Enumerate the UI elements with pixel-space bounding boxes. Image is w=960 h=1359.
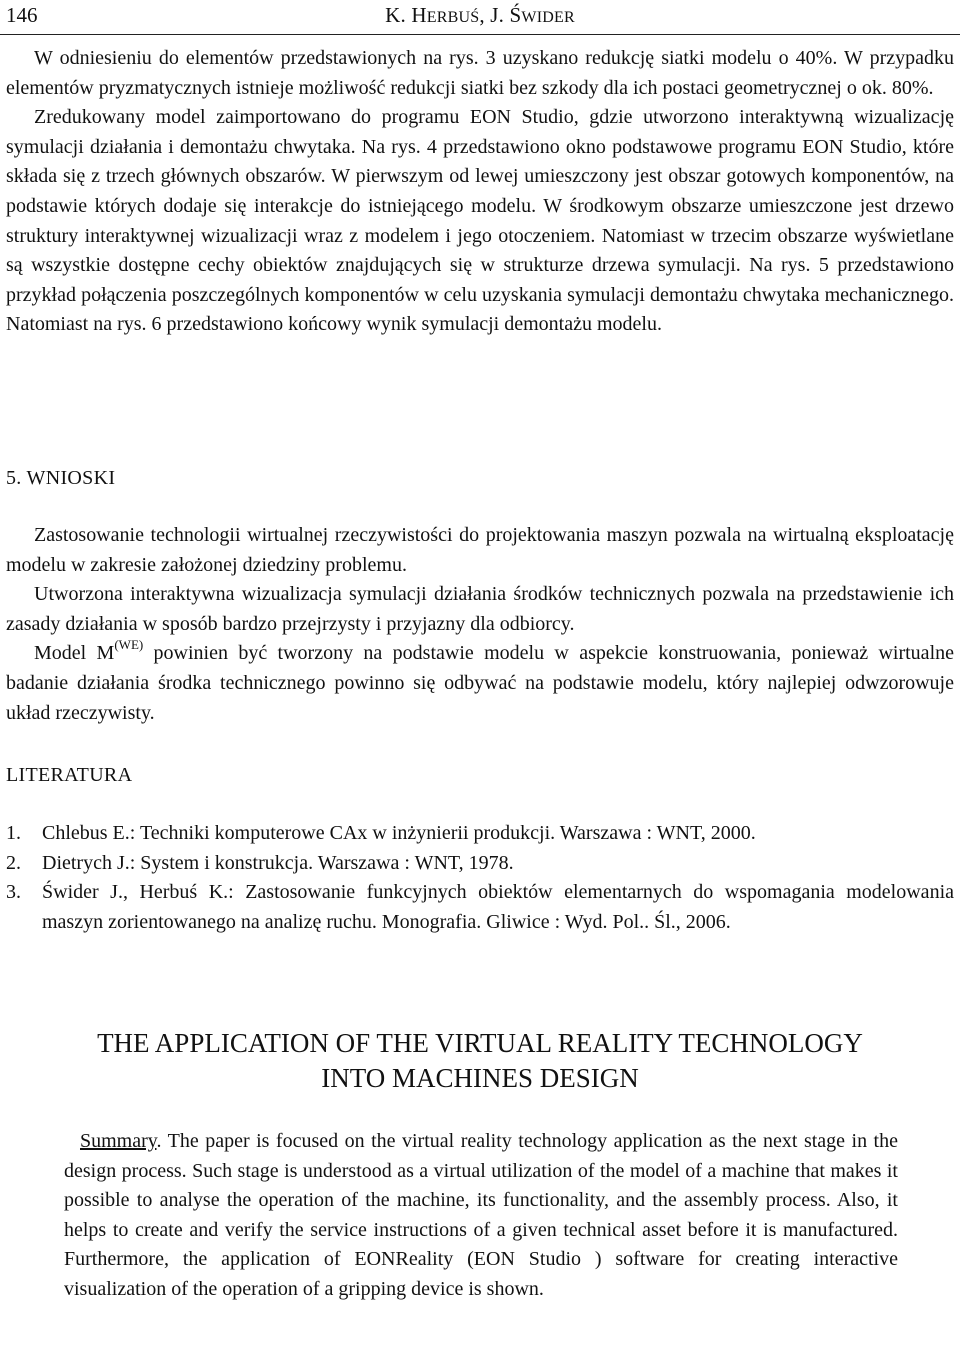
conclusion-paragraph-3 <box>6 636 954 728</box>
reference-item <box>6 878 954 937</box>
reference-number: 2. <box>6 851 21 874</box>
conclusion-model-continuation: powinien być tworzony na podstawie modelu w aspekcie konstruowania, ponieważ wirtualne badanie działania środka technicznego powinno się odbywać na podstawie modelu, który najlepiej odwzorowuje układ rzeczywisty. <box>6 642 954 724</box>
body-text <box>6 44 954 340</box>
page-header <box>0 0 960 35</box>
running-head-author1-rest: ERBUŚ <box>426 9 480 26</box>
reference-item <box>6 849 954 879</box>
running-head-separator: , J. Ś <box>479 3 522 27</box>
running-head <box>0 3 960 28</box>
english-title <box>0 1026 960 1096</box>
summary-label: Summary <box>80 1130 157 1152</box>
running-head-author2-rest: WIDER <box>521 9 575 26</box>
reference-text: Chlebus E.: Techniki komputerowe CAx w inżynierii produkcji. Warszawa : WNT, 2000. <box>42 822 756 844</box>
section-heading-conclusions: 5. WNIOSKI <box>6 467 116 489</box>
reference-number: 3. <box>6 881 21 904</box>
reference-text: Świder J., Herbuś K.: Zastosowanie funkcyjnych obiektów elementarnych do wspomagania modelowania maszyn zorientowanego na analizę ruchu. Monografia. Gliwice : Wyd. Pol.. Śl., 2006. <box>42 881 954 933</box>
reference-number: 1. <box>6 822 21 844</box>
reference-text: Dietrych J.: System i konstrukcja. Warszawa : WNT, 1978. <box>42 851 514 874</box>
summary-text: . The paper is focused on the virtual reality technology application as the next stage in the design process. Such stage is understood as a virtual utilization of the model of a machine that makes it possible to analyse the operation of the machine, its functionality, and the assembly process. Also, it helps to create and verify the service instructions of a given technical asset before it is manufactured. Furthermore, the application of EONReality (EON Studio ) software for creating interactive visualization of the operation of a gripping device is shown. <box>64 1130 898 1300</box>
paragraph-eon-studio: Zredukowany model zaimportowano do programu EON Studio, gdzie utworzono interaktywną wizualizację symulacji działania i demontażu chwytaka. Na rys. 4 przedstawiono okno podstawowe programu EON Studio, które składa się z trzech głównych obszarów. W pierwszym od lewej umieszczony jest obszar gotowych komponentów, na podstawie których dodaje się interakcje do istniejącego modelu. W środkowym obszarze umieszczone jest drzewo struktury interaktywnej wizualizacji wraz z modelem i jego otoczeniem. Natomiast w trzecim obszarze wyświetlane są wszystkie dostępne cechy obiektów znajdujących się w strukturze drzewa symulacji. Na rys. 5 przedstawiono przykład połączenia poszczególnych komponentów w celu uzyskania symulacji demontażu chwytaka mechanicznego. Natomiast na rys. 6 przedstawiono końcowy wynik symulacji demontażu modelu. <box>6 106 954 336</box>
conclusion-model-text: Model M <box>34 642 115 665</box>
english-title-line-2: INTO MACHINES DESIGN <box>321 1063 639 1093</box>
page-number: 146 <box>6 3 38 27</box>
conclusion-paragraph-2: Utworzona interaktywna wizualizacja symulacji działania środków technicznych pozwala na przedstawienie ich zasady działania w sposób bardzo przejrzysty i przyjazny dla odbiorcy. <box>6 583 954 635</box>
conclusions-text <box>6 521 954 728</box>
model-superscript: (WE) <box>114 636 144 652</box>
reference-item <box>6 819 954 849</box>
english-summary <box>64 1127 898 1305</box>
paragraph-mesh-reduction: W odniesieniu do elementów przedstawionych na rys. 3 uzyskano redukcję siatki modelu o 40%. W przypadku elementów pryzmatycznych istnieje możliwość redukcji siatki bez szkody dla ich postaci geometrycznej o ok. 80%. <box>6 47 954 99</box>
reference-list <box>6 819 954 937</box>
section-heading-references: LITERATURA <box>6 764 133 786</box>
running-head-author1-initial: K. H <box>385 3 427 27</box>
english-title-line-1: THE APPLICATION OF THE VIRTUAL REALITY TECHNOLOGY <box>97 1028 863 1058</box>
conclusion-paragraph-1: Zastosowanie technologii wirtualnej rzeczywistości do projektowania maszyn pozwala na wirtualną eksploatację modelu w zakresie założonej dziedziny problemu. <box>6 524 954 576</box>
